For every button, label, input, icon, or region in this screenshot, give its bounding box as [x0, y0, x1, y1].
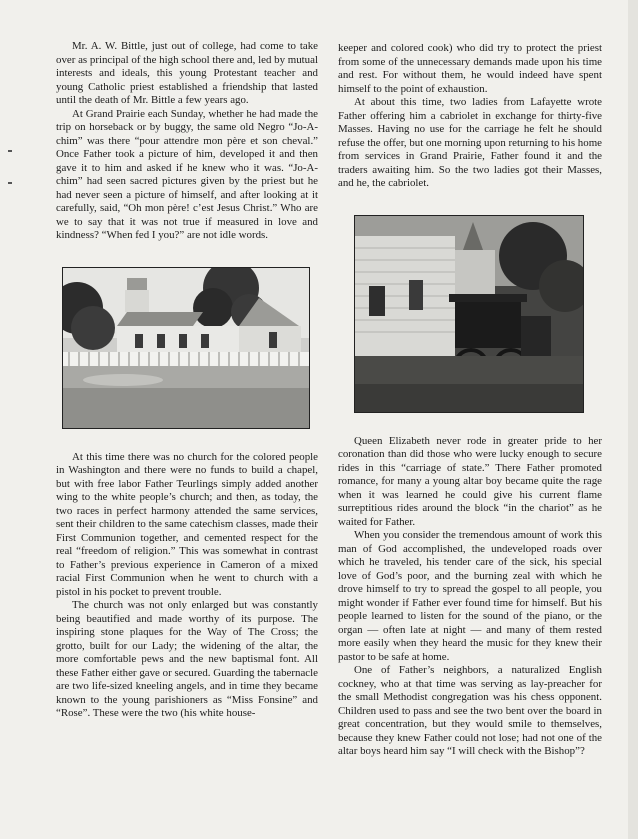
- paragraph-queen-elizabeth: Queen Elizabeth never rode in greater pride to her coronation than did those who were lucky enough to secure rides in this “carriage of state.” There Father promoted romance, for many a young altar boy became quite the rage when it was learned he could give his current flame surreptitious rides around the block “in the chariot” as he waited for Father.: [338, 434, 602, 528]
- cabriolet-photo: [354, 215, 584, 413]
- church-photo-image: [63, 268, 309, 428]
- paragraph-jo-a-chim: At Grand Prairie each Sunday, whether he had made the trip on horseback or by buggy, the same old Negro “Jo-A-chim” was there “pour attendre mon père et son cheval.” Once Father took a picture of him, developed it and then gave it to him and asked if he knew who it was. “Jo-A-chim” had seen sacred pictures given by the priest but he had never seen a picture of himself, and after looking at it carefully, said, “Oh mon père! c’est Jesus Christ.” Who are we to say that it was not true if measured in love and kindness? “When fed I you?” are not idle words.: [56, 107, 318, 241]
- page-binding-edge: [628, 0, 638, 839]
- left-column: [56, 40, 318, 721]
- cabriolet-photo-image: [355, 216, 583, 412]
- paragraph-colored-church: At this time there was no church for the colored people in Washington and there were no funds to build a chapel, but with free labor Father Teurlings simply added another wing to the white people’s church; and then, as today, the two races in perfect harmony attended the same services, sent their children to the same catechism classes, made their First Communion together, and cemented respect for the real “freedom of religion.” This was somewhat in contrast to Father’s previous experience in Cameron of a mixed racial First Communion when he went to church with a pistol in his pocket to prevent trouble.: [56, 450, 318, 598]
- church-photo: [62, 267, 310, 429]
- paragraph-bittle: Mr. A. W. Bittle, just out of college, had come to take over as principal of the high school there and, led by mutual interests and ideals, this young Protestant teacher and young Catholic priest established a friendship that lasted until the death of Mr. Bittle a few years ago.: [56, 40, 318, 106]
- paragraph-beautified: The church was not only enlarged but was constantly being beautified and made worthy of its purpose. The inspiring stone plaques for the Way of The Cross; the grotto, built for our Lady; the widening of the altar, the more comfortable pews and the new baptismal font. All these Father either gave or secured. Guarding the tabernacle are two life-sized kneeling angels, and in time they became known to the young parishioners as “Miss Fonsine” and “Rose”. These were the two (his white house-: [56, 599, 318, 719]
- paragraph-cabriolet: At about this time, two ladies from Lafayette wrote Father offering him a cabriolet in exchange for thirty-five Masses. Having no use for the carriage he felt he should refuse the offer, but one morning upon returning to his home from services in Grand Prairie, Father found it and the traders awaiting him. So the two ladies got their Masses, and he, the cabriolet.: [338, 96, 603, 189]
- paragraph-housekeeper: keeper and colored cook) who did try to protect the priest from some of the unnecessary demands made upon his time and rest. For without them, he would indeed have spent himself to the point of exhaustion.: [338, 42, 602, 95]
- binding-mark: [8, 150, 12, 152]
- right-column: [338, 42, 602, 759]
- binding-mark: [8, 182, 12, 184]
- paragraph-chess-neighbor: One of Father’s neighbors, a naturalized English cockney, who at that time was serving as lay-preacher for the small Methodist congregation was his chess opponent. Children used to pass and see the two bent over the board in great concentration, but they would smile to themselves, because they knew Father could not lose; had not one of the altar boys heard him say “I will check with the Bishop”?: [338, 664, 602, 757]
- paragraph-tremendous-work: When you consider the tremendous amount of work this man of God accomplished, the undeveloped roads over which he traveled, his tender care of the sick, his special love of God’s poor, and the burning zeal with which he drove himself to try to spread the gospel to all people, you might wonder if Father ever found time for himself. But his people learned to listen for the sound of the piano, or the organ — often late at night — and many of them rested more easily when they heard the music for they knew their pastor to be safe at home.: [338, 529, 602, 663]
